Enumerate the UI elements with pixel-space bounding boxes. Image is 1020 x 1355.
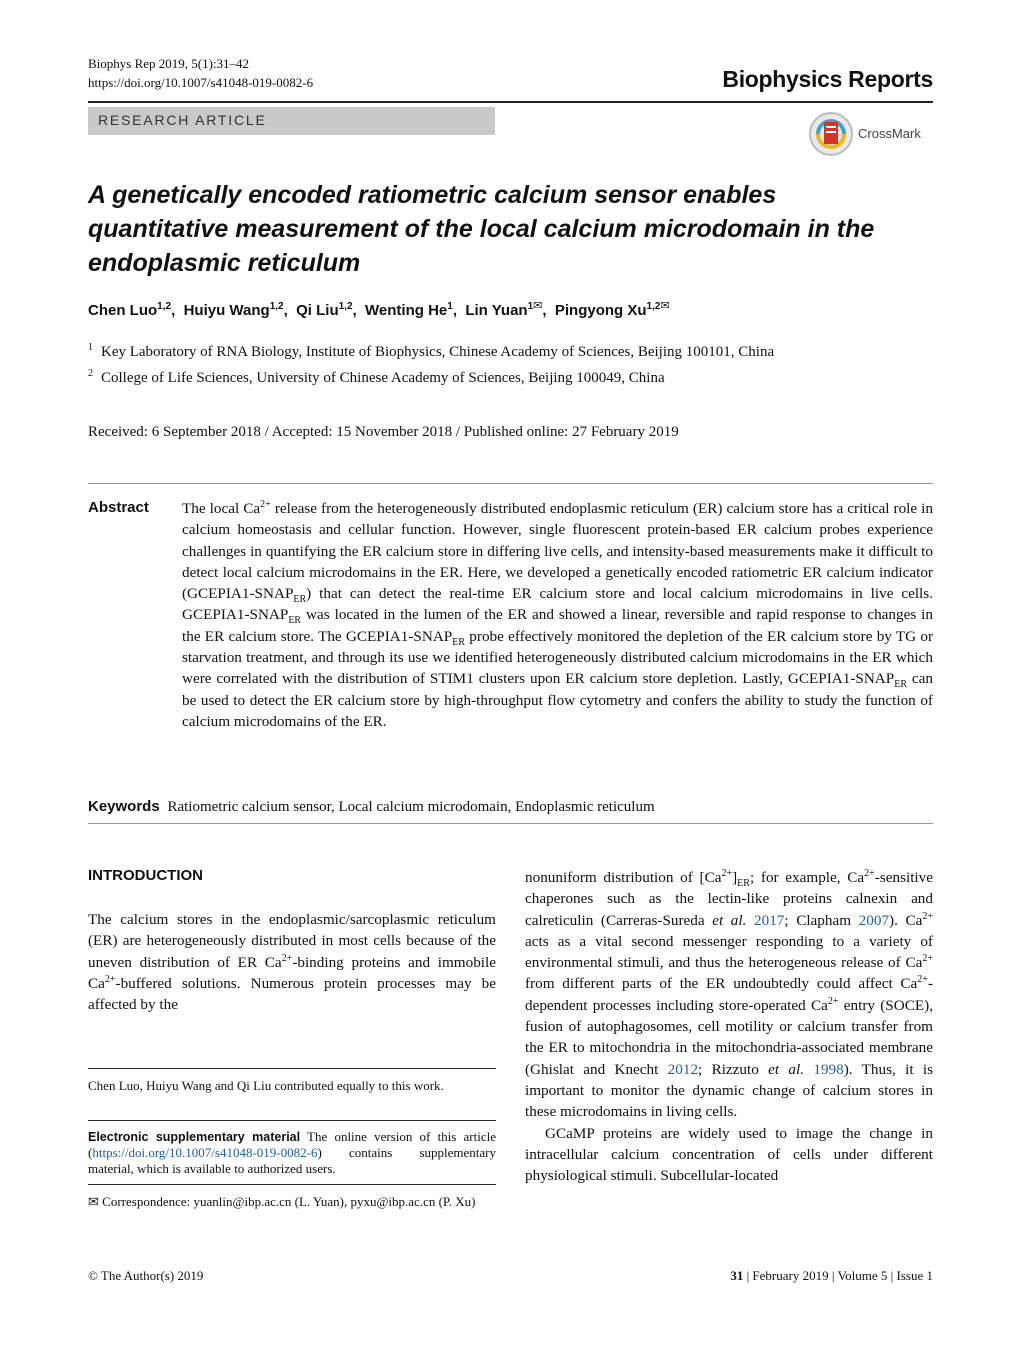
citation-link[interactable]: 1998 [813,1060,844,1078]
footnote-rule [88,1120,496,1121]
citation-link[interactable]: 2012 [667,1060,699,1078]
author-name: Qi Liu [296,302,339,319]
header-rule [88,101,933,103]
article-type-banner [88,107,495,135]
author-affiliation: 1,2 [338,301,353,312]
article-title: A genetically encoded ratiometric calcium sensor enables quantitative measurement of the local calcium microdomain in the endoplasmic reticulum [88,181,875,277]
page-info: 31 | February 2019 | Volume 5 | Issue 1 [730,1268,933,1283]
author-name: Pingyong Xu [554,302,647,319]
affiliation-text: Key Laboratory of RNA Biology, Institute of Biophysics, Chinese Academy of Sciences, Beijing 100101, China [101,344,775,360]
keywords-label: Keywords [88,798,160,815]
paragraph: GCaMP proteins are widely used to image the change in intracellular calcium concentration of cells under different physiological stimuli. Subcellular-located [525,1124,933,1185]
section-heading: INTRODUCTION [88,867,203,884]
article-type: RESEARCH ARTICLE [98,112,267,128]
author-affiliation: 1,2 [646,301,661,312]
intro-left-column: The calcium stores in the endoplasmic/sarcoplasmic reticulum (ER) are heterogeneously distributed in most cells because of the uneven distribution of ER $Ca^{2+}$-binding proteins and immobile $Ca^{2+}$-buffered solutions. Numerous protein processes may be affected by the [88,911,496,1014]
doi-link[interactable]: https://doi.org/10.1007/s41048-019-0082-6 [88,75,314,90]
keywords-text: Ratiometric calcium sensor, Local calcium microdomain, Endoplasmic reticulum [167,799,655,815]
equal-contribution-note: Chen Luo, Huiyu Wang and Qi Liu contributed equally to this work. [88,1078,444,1093]
divider [88,823,933,824]
affiliation-1 [88,342,774,361]
divider [88,483,933,484]
affiliation-text: College of Life Sciences, University of Chinese Academy of Sciences, Beijing 100049, China [101,370,665,386]
envelope-icon: ✉ [88,1194,99,1209]
journal-title: Biophysics Reports [722,66,933,92]
crossmark-label: CrossMark [858,126,921,141]
footnote-rule [88,1068,496,1069]
publication-dates: Received: 6 September 2018 / Accepted: 15 November 2018 / Published online: 27 February 2019 [88,424,679,440]
citation-link[interactable]: 2017 [754,911,785,929]
citation: Biophys Rep 2019, 5(1):31–42 [88,56,250,71]
footnote-rule [88,1184,496,1185]
envelope-icon: ✉ [533,300,543,312]
crossmark-badge[interactable] [808,110,933,158]
page-number: 31 [730,1268,744,1283]
abstract-text: The local $Ca^{2+}$ release from the heterogeneously distributed endoplasmic reticulum (ER) calcium store has a critical role in calcium homeostasis and cellular function. However, single fluorescent protein-based ER calcium probes experience challenges in quantifying the ER calcium store in differing live cells, and intensity-based measurements make it difficult to detect local calcium microdomains in the ER. Here, we developed a genetically encoded ratiometric ER calcium indicator $(GCEPIA1-SNAP_{ER})$ that can detect the real-time ER calcium store and local calcium microdomains in live cells. $GCEPIA1-SNAP_{ER}$ was located in the lumen of the ER and showed a linear, reversible and rapid response to changes in the ER calcium store. The $GCEPIA1-SNAP_{ER}$ probe effectively monitored the depletion of the ER calcium store by TG or starvation treatment, and through its use we identified heterogeneously distributed calcium microdomains in the ER which were correlated with the distribution of STIM1 clusters upon ER calcium store depletion. Lastly, $GCEPIA1-SNAP_{ER}$ can be used to detect the ER calcium store by high-throughput flow cytometry and confers the ability to study the function of calcium microdomains of the ER. [182,498,934,730]
affiliation-2 [88,368,665,387]
author-name: Huiyu Wang [183,302,270,319]
crossmark-icon [808,111,854,157]
author-name: Wenting He [365,302,448,319]
author-name: Chen Luo [88,302,158,319]
supplementary-link[interactable]: https://doi.org/10.1007/s41048-019-0082-6 [92,1145,318,1160]
supplementary-note: Electronic supplementary material The online version of this article (https://doi.org/10.1007/s41048-019-0082-6) contains supplementary material, which is available to authorized users. [88,1129,497,1176]
abstract-label: Abstract [88,499,149,516]
issue-info: February 2019 | Volume 5 | Issue 1 [752,1268,933,1283]
supplementary-label: Electronic supplementary material [88,1130,301,1144]
author-list: Chen Luo$^{1,2}$, Huiyu Wang$^{1,2}$, Qi Liu$^{1,2}$, Wenting He$^1$, Lin Yuan$^{1✉}$, Pingyong $Xu^{1,2✉}$ [88,300,670,319]
keywords [88,798,655,816]
author-affiliation: 1,2 [269,301,284,312]
envelope-icon: ✉ [660,300,670,312]
affiliation-number: 2 [88,368,93,379]
correspondence-note: ✉ Correspondence: yuanlin@ibp.ac.cn (L. Yuan), pyxu@ibp.ac.cn (P. Xu) [88,1194,476,1209]
author-name: Lin Yuan [465,302,528,319]
author-affiliation: 1 [527,301,534,312]
author-affiliation: 1 [447,301,453,312]
author-affiliation: 1,2 [157,301,172,312]
citation-link[interactable]: 2007 [858,911,890,929]
affiliation-number: 1 [88,342,93,353]
copyright: © The Author(s) 2019 [88,1268,204,1283]
intro-right-column: nonuniform distribution of $[Ca^{2+}]_{ER}$; for example, $Ca^{2+}$-sensitive chaperones such as the lectin-like proteins calnexin and calreticulin (Carreras-Sureda et al. 2017; Clapham 2007). $Ca^{2+}$ acts as a vital second messenger responding to a variety of environmental stimuli, and thus the heterogeneous release of $Ca^{2+}$ from different parts of the ER undoubtedly could affect $Ca^{2+}$-dependent processes including store-operated $Ca^{2+}$ entry (SOCE), fusion of autophagosomes, cell motility or calcium transfer from the ER to mitochondria in the mitochondria-associated membrane (Ghislat and Knecht 2012; Rizzuto et al. 1998). Thus, it is important to monitor the dynamic change of calcium stores in these microdomains in living cells. GCaMP proteins are widely used to image the change in intracellular calcium concentration of cells under different physiological stimuli. Subcellular-located [525,867,933,1186]
